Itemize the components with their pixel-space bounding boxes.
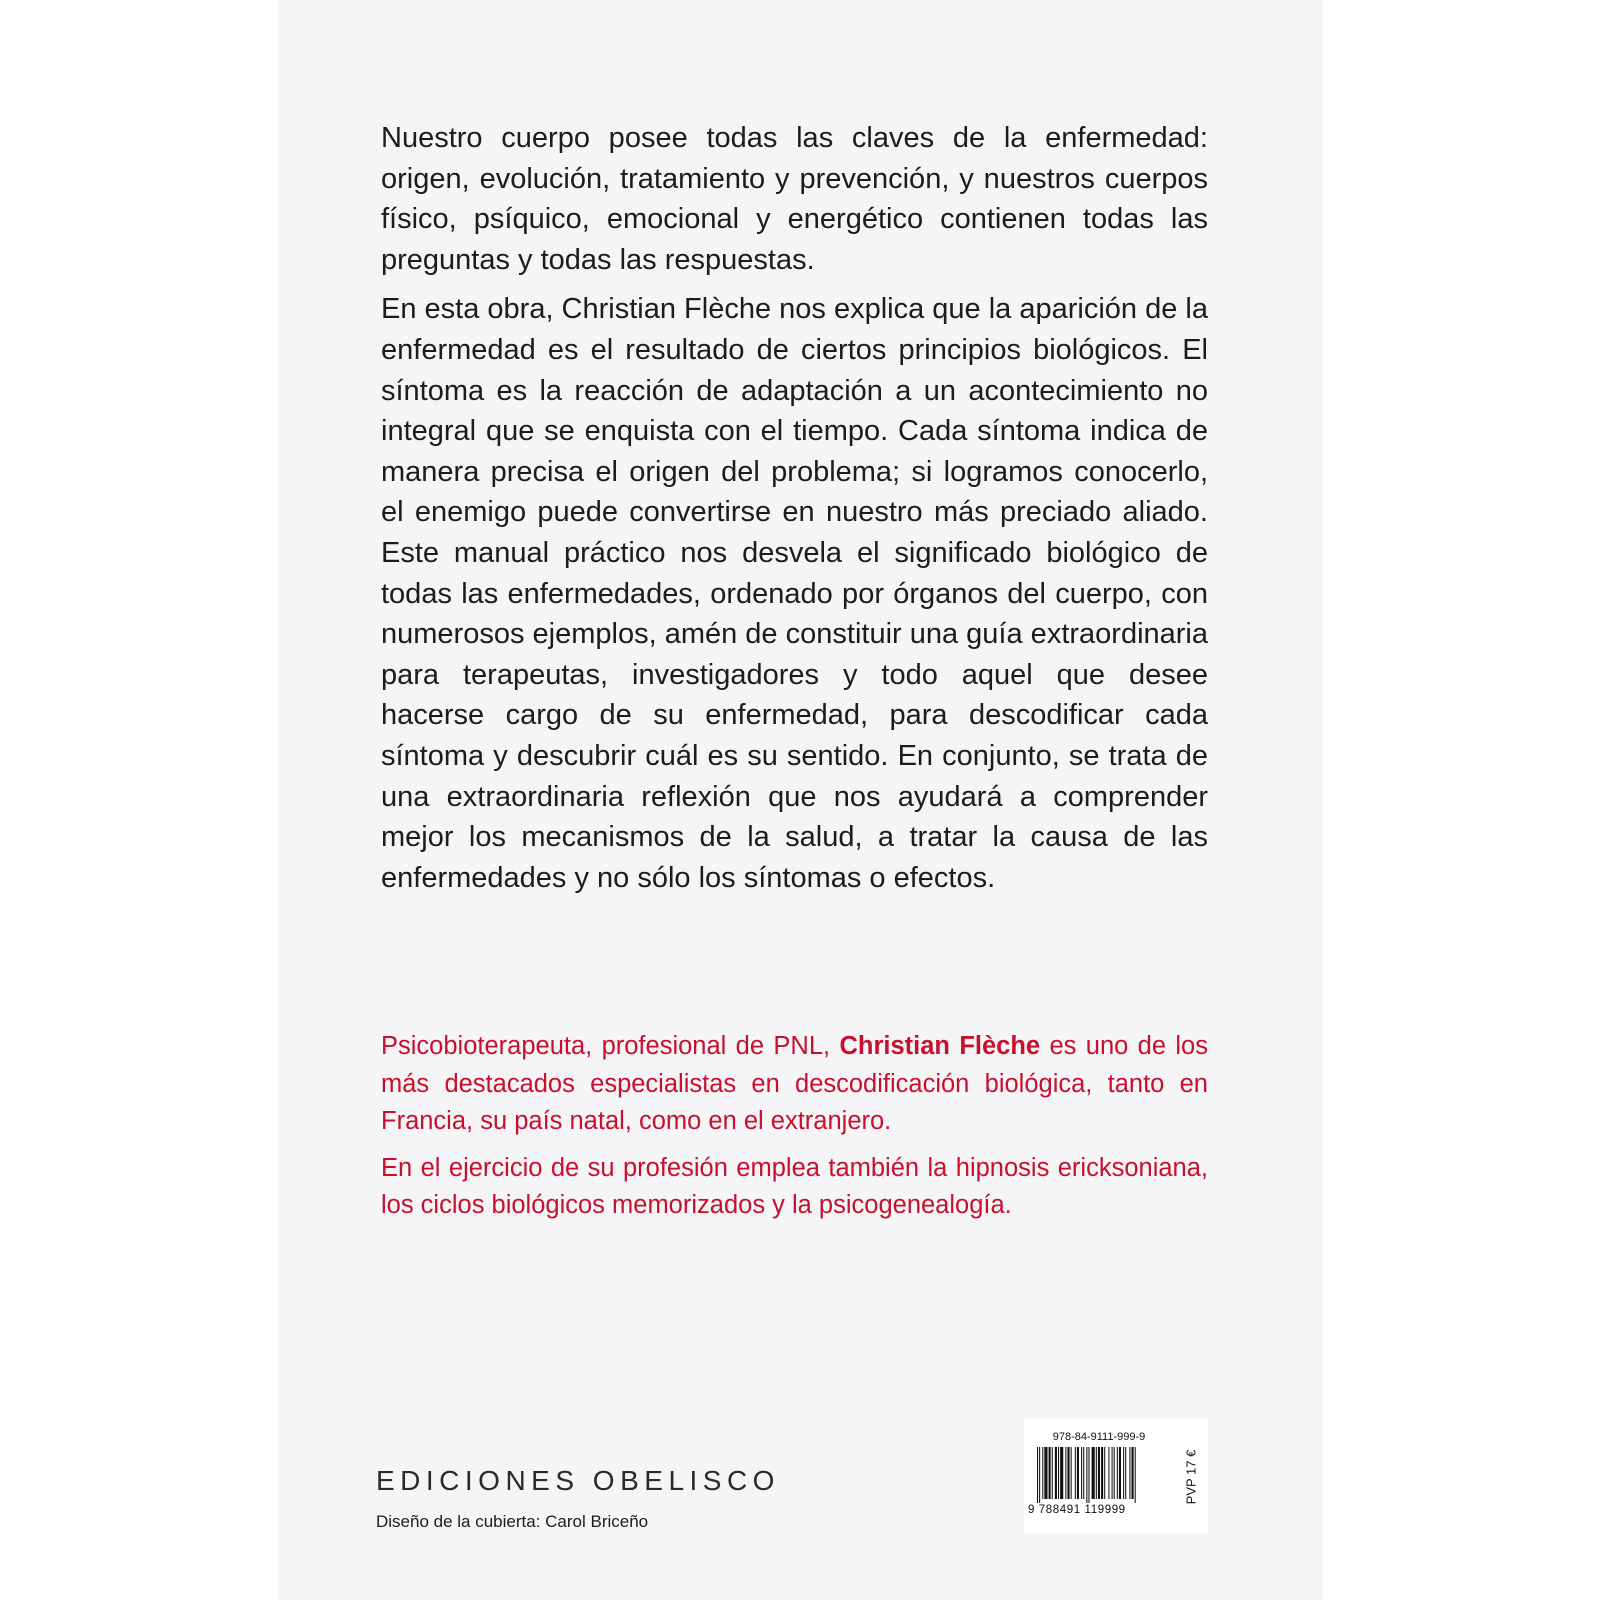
barcode-bar — [1055, 1447, 1057, 1499]
barcode-bar — [1042, 1447, 1043, 1499]
back-cover — [278, 0, 1323, 1600]
barcode-bar — [1101, 1447, 1103, 1499]
ean-digits: 9 788491 119999 — [1028, 1504, 1126, 1516]
barcode-bar — [1104, 1447, 1105, 1499]
barcode-bar — [1129, 1447, 1130, 1499]
bio-suffix: es uno de los más destacados especialistas en descodificación biológica, tanto en Francia, su país natal, como en el extranjero. — [381, 1032, 1208, 1135]
barcode-bar — [1088, 1447, 1089, 1503]
barcode-bar — [1086, 1447, 1087, 1503]
barcode-bar — [1049, 1447, 1051, 1499]
barcode-bar — [1039, 1447, 1040, 1503]
blurb-paragraph-1: Nuestro cuerpo posee todas las claves de la enfermedad: origen, evolución, tratamiento y prevención, y nuestros cuerpos físico, psíquico, emocional y energético contienen todas las preguntas y todas las respuestas. — [381, 122, 1208, 276]
barcode-bar — [1108, 1447, 1109, 1499]
author-name: Christian Flèche — [839, 1032, 1041, 1060]
barcode-bar — [1123, 1447, 1124, 1499]
bio-paragraph-2: En el ejercicio de su profesión emplea también la hipnosis ericksoniana, los ciclos biológicos memorizados y la psicogenealogía. — [381, 1153, 1208, 1219]
bio-paragraph-1 — [381, 1028, 1208, 1141]
blurb-text — [381, 118, 1208, 907]
barcode-bar — [1117, 1447, 1118, 1499]
barcode-bar — [1092, 1447, 1095, 1499]
barcode-bar — [1060, 1447, 1063, 1499]
barcode-label — [1024, 1419, 1208, 1533]
bio-prefix: Psicobioterapeuta, profesional de PNL, — [381, 1032, 840, 1060]
barcode-bar — [1081, 1447, 1082, 1499]
barcode-bar — [1132, 1447, 1134, 1499]
barcode-bar — [1075, 1447, 1076, 1499]
barcode-bar — [1052, 1447, 1053, 1499]
barcode-icon — [1037, 1447, 1169, 1503]
barcode-bar — [1114, 1447, 1115, 1499]
barcode-bar — [1065, 1447, 1066, 1499]
barcode-bar — [1067, 1447, 1069, 1499]
price-label — [1179, 1429, 1203, 1524]
barcode-bar — [1135, 1447, 1136, 1503]
barcode-bar — [1098, 1447, 1100, 1499]
author-bio — [381, 1028, 1208, 1234]
barcode-bar — [1037, 1447, 1038, 1503]
barcode-bar — [1077, 1447, 1079, 1499]
barcode-bar — [1058, 1447, 1059, 1499]
publisher-logo: EDICIONES OBELISCO — [376, 1465, 780, 1496]
barcode-bar — [1071, 1447, 1072, 1499]
isbn-text: 978-84-9111-999-9 — [1052, 1431, 1146, 1443]
barcode-bar — [1083, 1447, 1084, 1499]
barcode-bar — [1125, 1447, 1126, 1499]
cover-design-credit: Diseño de la cubierta: Carol Briceño — [376, 1512, 649, 1531]
barcode-bar — [1112, 1447, 1113, 1499]
price-text: PVP 17 € — [1183, 1449, 1199, 1504]
barcode-bar — [1096, 1447, 1097, 1499]
barcode-bar — [1119, 1447, 1121, 1499]
barcode-bar — [1044, 1447, 1047, 1499]
blurb-paragraph-2: En esta obra, Christian Flèche nos explica que la aparición de la enfermedad es el resultado de ciertos principios biológicos. El síntoma es la reacción de adaptación a un acontecimiento no integral que se enquista con el tiempo. Cada síntoma indica de manera precisa el origen del problema; si logramos conocerlo, el enemigo puede convertirse en nuestro más preciado aliado. Este manual práctico nos desvela el significado biológico de todas las enfermedades, ordenado por órganos del cuerpo, con numerosos ejemplos, amén de constituir una guía extraordinaria para terapeutas, investigadores y todo aquel que desee hacerse cargo de su enfermedad, para descodificar cada síntoma y descubrir cuál es su sentido. En conjunto, se trata de una extraordinaria reflexión que nos ayudará a comprender mejor los mecanismos de la salud, a tratar la causa de las enfermedades y no sólo los síntomas o efectos. — [381, 293, 1208, 894]
